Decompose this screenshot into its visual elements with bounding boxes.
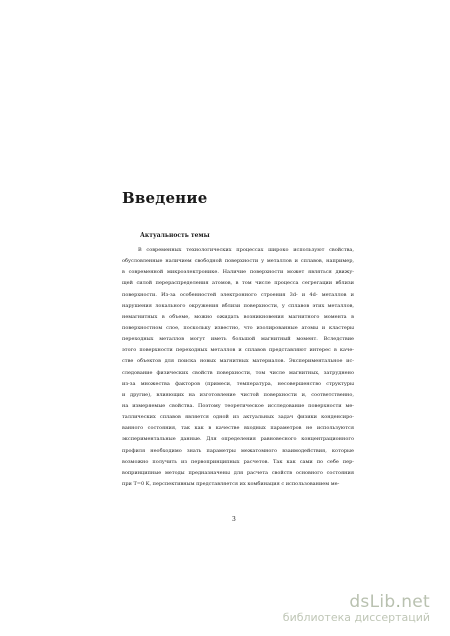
text-line: профиля необходимо знать параметры межатомного взаимодействия, которые — [122, 447, 354, 454]
watermark-logo-main: dsLib — [349, 592, 396, 612]
text-line: немагнитных в объеме, можно ожидать возникновения магнитного момента в — [122, 313, 354, 320]
chapter-heading: Введение — [122, 189, 208, 207]
text-line: переходных металлов могут иметь большой магнитный момент. Вследствие — [122, 336, 354, 343]
text-line: нарушения локального окружения вблизи поверхности, у сплавов этих металлов, — [122, 302, 354, 309]
watermark-logo-tld: net — [401, 592, 430, 612]
text-line: вопринципные методы предназначены для расчета свойств основного состояния — [122, 469, 354, 476]
text-line: на измеряемые свойства. Поэтому теоретическое исследование поверхности ме- — [122, 402, 354, 409]
text-line: возможно получить из первопринципных расчетов. Так как сами по себе пер- — [122, 458, 354, 465]
watermark-logo — [283, 593, 430, 611]
text-line: ванного состояния, так как в качестве входных параметров не используются — [122, 425, 354, 432]
text-line: следование физических свойств поверхности, том числе магнитных, затруднено — [122, 369, 354, 376]
watermark-subtitle: библиотека диссертаций — [282, 611, 430, 624]
text-line: экспериментальные данные. Для определения равновесного концентрационного — [122, 436, 354, 443]
text-line: стве объектов для поиска новых магнитных материалов. Экспериментальное ис- — [122, 358, 354, 365]
text-line: из-за множества факторов (примеси, температура, несовершенство структуры — [122, 380, 354, 387]
text-line: при T=0 K, перспективным представляется их комбинация с использованием ме- — [122, 480, 340, 487]
text-line: таллических сплавов является одной из актуальных задач физики конденсиро- — [122, 414, 354, 421]
body-paragraph — [122, 245, 354, 490]
text-line: щей силой перераспределения атомов, в том числе процесса сегрегации вблизи — [122, 280, 354, 287]
watermark-logo-dot: . — [395, 592, 402, 612]
text-line: и другие), влияющих на изготовление чистой поверхности и, соответственно, — [122, 391, 354, 398]
section-subheading: Актуальность темы — [140, 232, 210, 239]
site-watermark — [283, 593, 430, 624]
text-line: обусловленные наличием свободной поверхности у металлов и сплавов, например, — [122, 258, 354, 265]
text-line: поверхностном слое, поскольку известно, что изолированные атомы и кластеры — [122, 324, 354, 331]
text-line: поверхности. Из-за особенностей электронного строения 3d- и 4d- металлов и — [122, 291, 354, 298]
text-line: в современной микроэлектронике. Наличие поверхности может являться движу- — [122, 269, 354, 276]
page-number: 3 — [232, 516, 236, 523]
text-line: этого поверхности переходных металлов и сплавов представляют интерес в каче- — [122, 347, 354, 354]
text-line: В современных технологических процессах широко используют свойства, — [138, 247, 354, 253]
